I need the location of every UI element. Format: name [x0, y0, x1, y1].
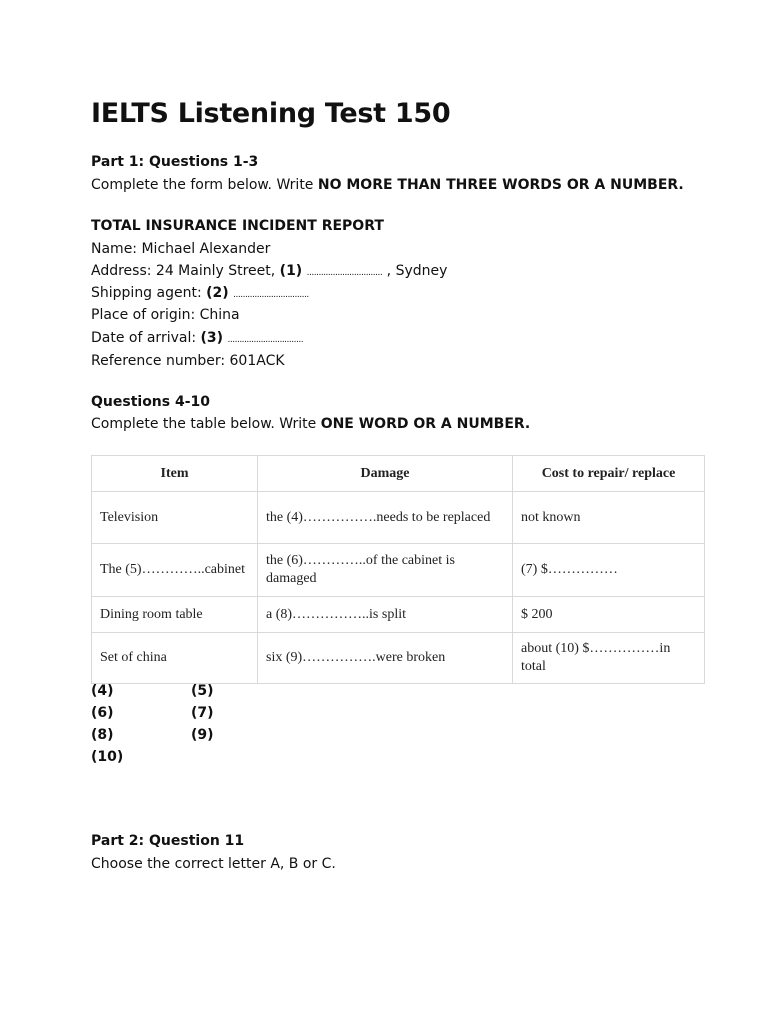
- table-instruction: [91, 414, 530, 434]
- part2-heading: Part 2: Question 11: [91, 833, 245, 849]
- table-cell: Dining room table: [92, 597, 258, 633]
- table-cell: the (4)…………….needs to be replaced: [258, 492, 513, 544]
- answer-label-9: (9): [191, 727, 214, 743]
- question-3-blank[interactable]: ................................: [227, 335, 304, 345]
- question-2-blank[interactable]: ................................: [233, 290, 309, 300]
- table-cell: $ 200: [513, 597, 705, 633]
- question-1-blank[interactable]: ................................: [306, 268, 383, 278]
- table-cell: The (5)…………..cabinet: [92, 544, 258, 597]
- form-arrival: [91, 328, 303, 350]
- arrival-label: Date of arrival:: [91, 330, 201, 346]
- table-cell: the (6)…………..of the cabinet is damaged: [258, 544, 513, 597]
- form-name: Name: Michael Alexander: [91, 241, 271, 257]
- shipping-label: Shipping agent:: [91, 285, 207, 301]
- header-damage: Damage: [258, 456, 513, 492]
- table-cell: six (9)…………….were broken: [258, 633, 513, 684]
- table-row: [92, 633, 705, 684]
- part1-instruction: [91, 175, 684, 195]
- part1-instruction-emphasis: NO MORE THAN THREE WORDS OR A NUMBER.: [317, 177, 684, 193]
- table-cell: Set of china: [92, 633, 258, 684]
- answer-label-6: (6): [91, 705, 114, 721]
- part2-instruction: Choose the correct letter A, B or C.: [91, 856, 336, 872]
- damage-table: [91, 455, 705, 684]
- page-title: IELTS Listening Test 150: [91, 98, 451, 129]
- table-cell: a (8)……………..is split: [258, 597, 513, 633]
- table-cell: about (10) $……………in total: [513, 633, 705, 684]
- part1-heading: Part 1: Questions 1-3: [91, 154, 259, 170]
- table-instruction-emphasis: ONE WORD OR A NUMBER.: [320, 416, 531, 432]
- questions-4-10-heading: Questions 4-10: [91, 394, 211, 410]
- answer-label-8: (8): [91, 727, 114, 743]
- form-shipping-agent: [91, 283, 309, 305]
- answer-label-4: (4): [91, 683, 114, 699]
- question-1-number: (1): [279, 263, 303, 279]
- address-city: , Sydney: [382, 263, 448, 279]
- table-cell: Television: [92, 492, 258, 544]
- table-cell: not known: [513, 492, 705, 544]
- form-origin: Place of origin: China: [91, 307, 240, 323]
- answer-label-5: (5): [191, 683, 214, 699]
- question-3-number: (3): [200, 330, 224, 346]
- header-item: Item: [92, 456, 258, 492]
- answer-label-10: (10): [91, 749, 124, 765]
- table-instruction-text: Complete the table below. Write: [91, 416, 321, 432]
- table-row: [92, 544, 705, 597]
- form-reference: Reference number: 601ACK: [91, 353, 285, 369]
- address-label: Address: 24 Mainly Street,: [91, 263, 280, 279]
- answer-label-7: (7): [191, 705, 214, 721]
- question-2-number: (2): [206, 285, 229, 301]
- form-address: [91, 261, 447, 283]
- table-cell: (7) $……………: [513, 544, 705, 597]
- table-row: [92, 597, 705, 633]
- table-row: [92, 492, 705, 544]
- part1-instruction-text: Complete the form below. Write: [91, 177, 318, 193]
- header-cost: Cost to repair/ replace: [513, 456, 705, 492]
- form-title: TOTAL INSURANCE INCIDENT REPORT: [91, 218, 384, 234]
